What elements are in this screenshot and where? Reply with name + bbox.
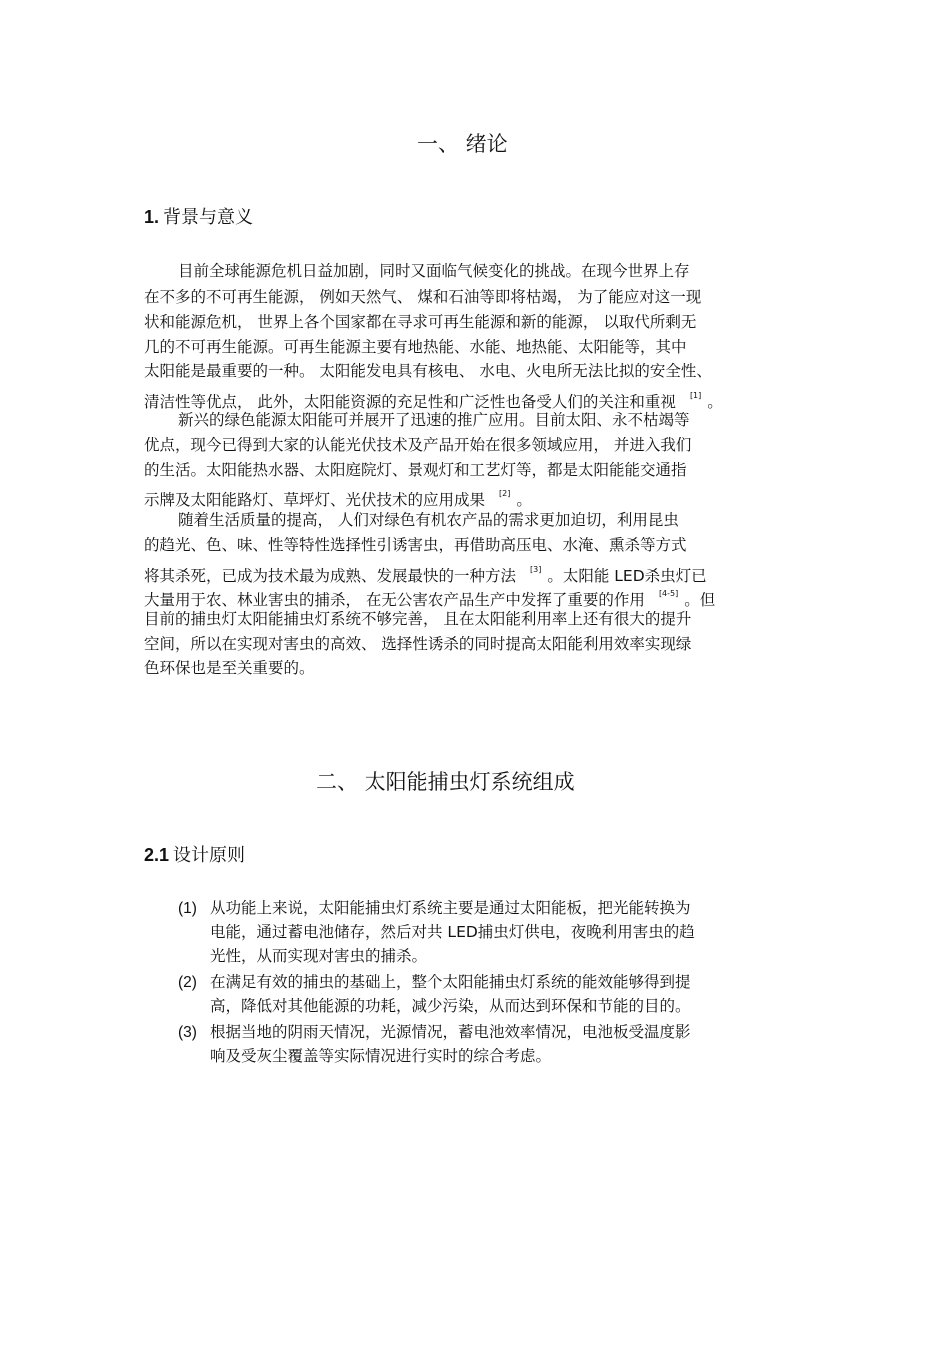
paragraph-text: 。 [516,491,532,509]
list-item-continuation: 响及受灰尘覆盖等实际情况进行实时的综合考虑。 [210,1047,552,1065]
paragraph-line: 优点，现今已得到大家的认能光伏技术及产品开始在很多领域应用， 并进入我们 [144,436,692,454]
citation-ref: [1] [689,391,702,400]
paragraph-line: 几的不可再生能源。可再生能源主要有地热能、水能、地热能、太阳能等，其中 [144,338,687,356]
paragraph-line: 空间，所以在实现对害虫的高效、 选择性诱杀的同时提高太阳能利用效率实现绿 [144,635,692,653]
paragraph-text: 将其杀死，已成为技术最为成熟、发展最快的一种方法 [144,567,517,585]
list-number: (1) [178,900,197,917]
subsection-2-title: 设计原则 [173,845,246,866]
paragraph-line: 色环保也是至关重要的。 [144,659,315,677]
paragraph-text: 。但 [684,591,716,609]
paragraph-line [144,584,715,610]
list-item [178,972,691,993]
subsection-1-title: 背景与意义 [163,207,254,228]
paragraph-text: 清洁性等优点， 此外，太阳能资源的充足性和广泛性也备受人们的关注和重视 [144,393,676,411]
paragraph-line: 随着生活质量的提高， 人们对绿色有机农产品的需求更加迫切，利用昆虫 [178,511,679,529]
subsection-2-heading [144,841,245,867]
citation-ref: [2] [499,489,511,498]
list-text: 从功能上来说，太阳能捕虫灯系统主要是通过太阳能板，把光能转换为 [210,899,691,917]
citation-ref: [4-5] [658,589,679,598]
list-text: 根据当地的阴雨天情况，光源情况，蓄电池效率情况，电池板受温度影 [210,1023,691,1041]
paragraph-line: 新兴的绿色能源太阳能可并展开了迅速的推广应用。目前太阳、永不枯竭等 [178,411,690,429]
paragraph-text: 大量用于农、林业害虫的捕杀， 在无公害农产品生产中发挥了重要的作用 [144,591,645,609]
paragraph-line [144,560,707,586]
section-2-title: 二、 太阳能捕虫灯系统组成 [316,770,575,794]
list-item-continuation: 高，降低对其他能源的功耗，减少污染，从而达到环保和节能的目的。 [210,997,691,1015]
paragraph-line: 目前全球能源危机日益加剧，同时又面临气候变化的挑战。在现今世界上存 [178,262,690,280]
paragraph-text: 。太阳能 LED杀虫灯已 [547,567,707,585]
paragraph-line [144,386,723,412]
paragraph-line [144,484,532,510]
paragraph-text: 。 [707,393,723,411]
list-item-continuation: 光性，从而实现对害虫的捕杀。 [210,947,428,965]
paragraph-line: 的趋光、色、味、性等特性选择性引诱害虫，再借助高压电、水淹、熏杀等方式 [144,536,687,554]
paragraph-line: 目前的捕虫灯太阳能捕虫灯系统不够完善， 且在太阳能利用率上还有很大的提升 [144,610,692,628]
paragraph-text: 示牌及太阳能路灯、草坪灯、光伏技术的应用成果 [144,491,486,509]
list-number: (2) [178,974,197,991]
list-item-continuation: 电能，通过蓄电池储存，然后对共 LED捕虫灯供电，夜晚利用害虫的趋 [210,923,695,941]
list-item [178,898,691,919]
list-number: (3) [178,1024,197,1041]
subsection-1-heading [144,203,253,229]
paragraph-line: 在不多的不可再生能源， 例如天然气、 煤和石油等即将枯竭， 为了能应对这一现 [144,288,702,306]
paragraph-line: 状和能源危机， 世界上各个国家都在寻求可再生能源和新的能源， 以取代所剩无 [144,313,697,331]
citation-ref: [3] [530,565,542,574]
paragraph-line: 太阳能是最重要的一种。 太阳能发电具有核电、 水电、火电所无法比拟的安全性、 [144,362,712,380]
section-1-title: 一、 绪论 [417,132,508,156]
subsection-2-number: 2.1 [144,845,170,865]
paragraph-line: 的生活。太阳能热水器、太阳庭院灯、景观灯和工艺灯等，都是太阳能能交通指 [144,461,687,479]
subsection-1-number: 1. [144,207,160,227]
list-text: 在满足有效的捕虫的基础上，整个太阳能捕虫灯系统的能效能够得到提 [210,973,691,991]
list-item [178,1022,691,1043]
